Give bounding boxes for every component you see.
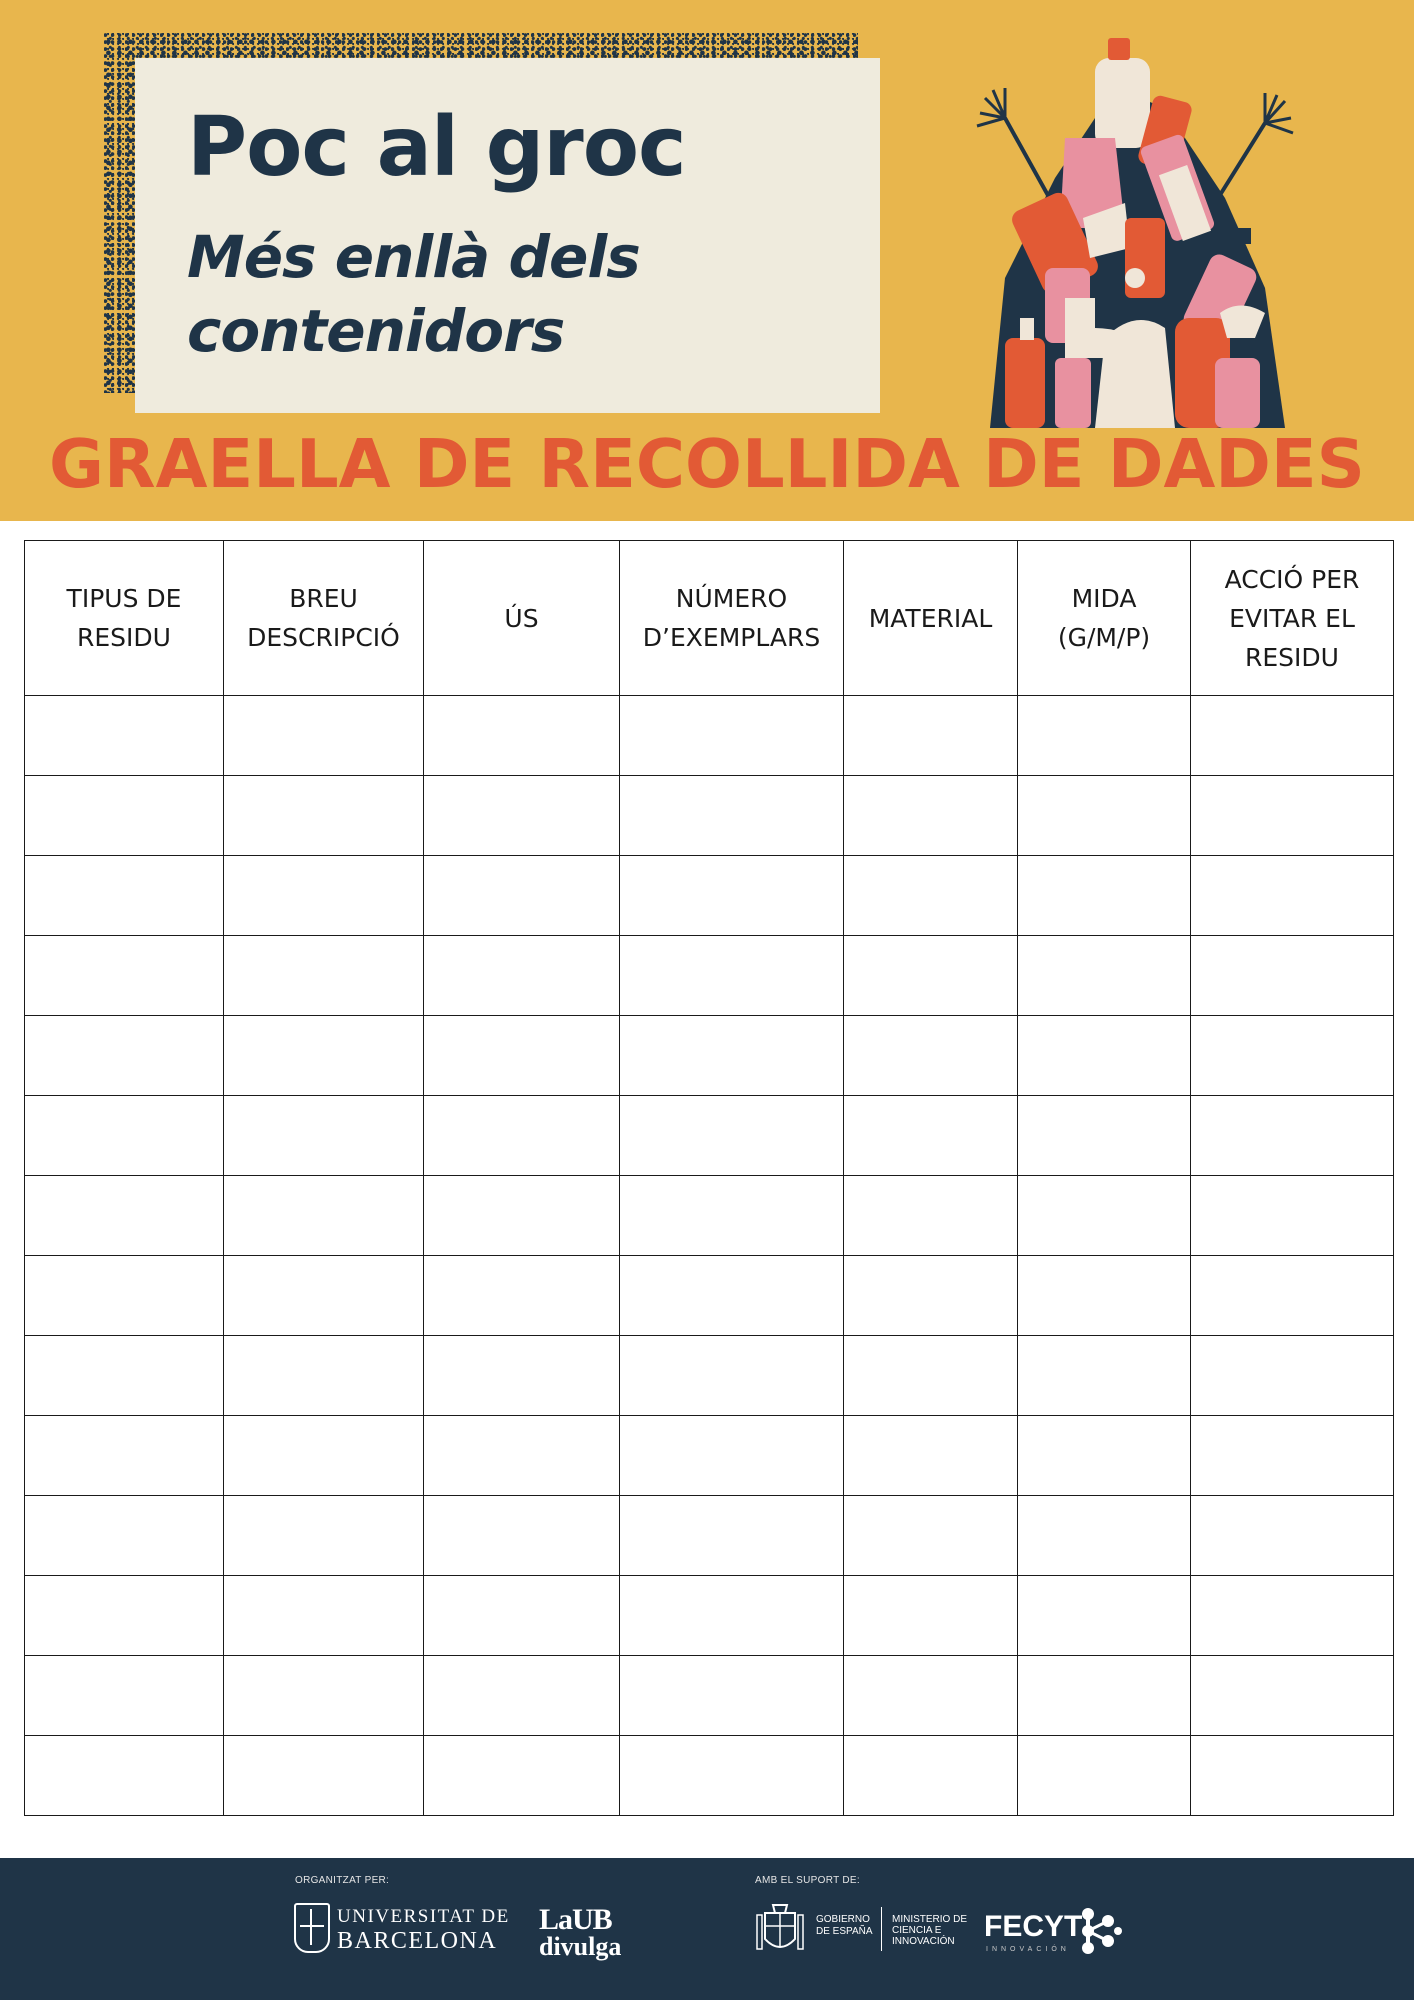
table-cell[interactable]	[1191, 1576, 1394, 1656]
table-cell[interactable]	[424, 936, 620, 1016]
table-cell[interactable]	[25, 1096, 224, 1176]
table-row	[25, 1416, 1394, 1496]
fecyt-logo-sub: INNOVACIÓN	[986, 1946, 1070, 1953]
table-cell[interactable]	[1191, 1096, 1394, 1176]
table-cell[interactable]	[224, 936, 424, 1016]
table-cell[interactable]	[224, 776, 424, 856]
ub-crest-icon	[294, 1903, 330, 1953]
table-cell[interactable]	[844, 1016, 1018, 1096]
table-row	[25, 1176, 1394, 1256]
table-row	[25, 1736, 1394, 1816]
gobierno-logo: GOBIERNO DE ESPAÑA	[816, 1914, 873, 1937]
table-cell[interactable]	[1018, 1256, 1191, 1336]
table-cell[interactable]	[844, 1416, 1018, 1496]
table-cell[interactable]	[1191, 936, 1394, 1016]
table-cell[interactable]	[1191, 1176, 1394, 1256]
table-cell[interactable]	[424, 1256, 620, 1336]
page-subtitle: Més enllà dels contenidors	[187, 223, 640, 365]
table-cell[interactable]	[1018, 1576, 1191, 1656]
table-cell[interactable]	[25, 1736, 224, 1816]
table-cell[interactable]	[844, 1496, 1018, 1576]
table-cell[interactable]	[844, 1176, 1018, 1256]
table-cell[interactable]	[620, 696, 844, 776]
table-row	[25, 1576, 1394, 1656]
table-cell[interactable]	[1018, 936, 1191, 1016]
table-row	[25, 1016, 1394, 1096]
table-row	[25, 696, 1394, 776]
table-cell[interactable]	[844, 1256, 1018, 1336]
laub-logo-line1: LaUB	[539, 1903, 612, 1936]
table-cell[interactable]	[224, 1016, 424, 1096]
table-cell[interactable]	[1018, 1736, 1191, 1816]
table-cell[interactable]	[424, 856, 620, 936]
table-cell[interactable]	[424, 1096, 620, 1176]
table-cell[interactable]	[424, 1336, 620, 1416]
support-label: AMB EL SUPORT DE:	[755, 1875, 860, 1886]
column-header-use: ÚS	[424, 541, 620, 696]
table-row	[25, 1496, 1394, 1576]
table-cell[interactable]	[1191, 1416, 1394, 1496]
table-cell[interactable]	[620, 1496, 844, 1576]
table-cell[interactable]	[1191, 856, 1394, 936]
table-cell[interactable]	[25, 1256, 224, 1336]
table-cell[interactable]	[620, 856, 844, 936]
table-cell[interactable]	[1018, 696, 1191, 776]
table-cell[interactable]	[844, 1336, 1018, 1416]
table-cell[interactable]	[424, 1576, 620, 1656]
table-cell[interactable]	[1018, 776, 1191, 856]
table-cell[interactable]	[620, 936, 844, 1016]
table-row	[25, 1336, 1394, 1416]
table-cell[interactable]	[224, 1576, 424, 1656]
table-cell[interactable]	[424, 1496, 620, 1576]
table-cell[interactable]	[25, 856, 224, 936]
title-box	[135, 58, 880, 413]
table-cell[interactable]	[844, 1656, 1018, 1736]
table-cell[interactable]	[224, 1336, 424, 1416]
table-cell[interactable]	[224, 1256, 424, 1336]
table-cell[interactable]	[620, 1736, 844, 1816]
logo-divider	[881, 1907, 882, 1951]
table-cell[interactable]	[424, 696, 620, 776]
table-cell[interactable]	[1191, 776, 1394, 856]
footer	[0, 1858, 1414, 2000]
table-cell[interactable]	[25, 936, 224, 1016]
table-header-row	[25, 541, 1394, 696]
table-cell[interactable]	[25, 776, 224, 856]
table-cell[interactable]	[1191, 1496, 1394, 1576]
table-cell[interactable]	[844, 1096, 1018, 1176]
table-cell[interactable]	[844, 776, 1018, 856]
table-cell[interactable]	[224, 856, 424, 936]
table-cell[interactable]	[224, 1176, 424, 1256]
table-cell[interactable]	[620, 1096, 844, 1176]
waste-pile-illustration	[965, 28, 1310, 428]
table-cell[interactable]	[844, 936, 1018, 1016]
table-cell[interactable]	[844, 696, 1018, 776]
table-row	[25, 936, 1394, 1016]
table-cell[interactable]	[1018, 1336, 1191, 1416]
table-cell[interactable]	[424, 1176, 620, 1256]
table-cell[interactable]	[1018, 1416, 1191, 1496]
table-cell[interactable]	[25, 1176, 224, 1256]
table-cell[interactable]	[25, 1336, 224, 1416]
table-cell[interactable]	[1191, 1256, 1394, 1336]
table-cell[interactable]	[424, 1416, 620, 1496]
table-cell[interactable]	[224, 1656, 424, 1736]
column-header-count: NÚMERO D’EXEMPLARS	[620, 541, 844, 696]
table-cell[interactable]	[1191, 1336, 1394, 1416]
table-cell[interactable]	[620, 1576, 844, 1656]
table-cell[interactable]	[224, 1496, 424, 1576]
table-cell[interactable]	[620, 1416, 844, 1496]
table-cell[interactable]	[25, 1416, 224, 1496]
table-cell[interactable]	[25, 1016, 224, 1096]
table-row	[25, 1256, 1394, 1336]
table-cell[interactable]	[424, 776, 620, 856]
table-cell[interactable]	[424, 1016, 620, 1096]
table-cell[interactable]	[224, 696, 424, 776]
table-cell[interactable]	[25, 696, 224, 776]
table-cell[interactable]	[1191, 1016, 1394, 1096]
table-cell[interactable]	[1018, 1096, 1191, 1176]
table-cell[interactable]	[25, 1496, 224, 1576]
table-row	[25, 856, 1394, 936]
ministerio-logo: MINISTERIO DE CIENCIA E INNOVACIÓN	[892, 1914, 968, 1947]
fecyt-molecule-icon	[1078, 1906, 1124, 1956]
table-row	[25, 1096, 1394, 1176]
spanish-shield-icon	[755, 1901, 805, 1957]
table-cell[interactable]	[424, 1736, 620, 1816]
table-cell[interactable]	[424, 1656, 620, 1736]
table-cell[interactable]	[620, 1176, 844, 1256]
table-cell[interactable]	[620, 1256, 844, 1336]
table-cell[interactable]	[1191, 1656, 1394, 1736]
table-cell[interactable]	[844, 856, 1018, 936]
table-cell[interactable]	[224, 1736, 424, 1816]
organized-by-label: ORGANITZAT PER:	[295, 1875, 390, 1886]
column-header-size: MIDA (G/M/P)	[1018, 541, 1191, 696]
data-collection-table	[24, 540, 1394, 1816]
table-cell[interactable]	[25, 1656, 224, 1736]
table-cell[interactable]	[1191, 1736, 1394, 1816]
ub-logo-line2: BARCELONA	[337, 1928, 498, 1954]
table-cell[interactable]	[224, 1416, 424, 1496]
table-row	[25, 776, 1394, 856]
table-cell[interactable]	[1191, 696, 1394, 776]
table-cell[interactable]	[224, 1096, 424, 1176]
table-cell[interactable]	[1018, 1176, 1191, 1256]
column-header-description: BREU DESCRIPCIÓ	[224, 541, 424, 696]
table-cell[interactable]	[620, 1656, 844, 1736]
table-cell[interactable]	[844, 1736, 1018, 1816]
table-cell[interactable]	[1018, 1496, 1191, 1576]
page-title: Poc al groc	[187, 100, 686, 195]
table-cell[interactable]	[620, 776, 844, 856]
ub-logo-line1: UNIVERSITAT DE	[337, 1906, 510, 1927]
column-header-waste-type: TIPUS DE RESIDU	[25, 541, 224, 696]
table-row	[25, 1656, 1394, 1736]
column-header-action: ACCIÓ PER EVITAR EL RESIDU	[1191, 541, 1394, 696]
table-cell[interactable]	[620, 1016, 844, 1096]
table-cell[interactable]	[25, 1576, 224, 1656]
column-header-material: MATERIAL	[844, 541, 1018, 696]
fecyt-logo: FECYT	[984, 1910, 1083, 1943]
grid-title: GRAELLA DE RECOLLIDA DE DADES	[49, 425, 1365, 503]
table-cell[interactable]	[1018, 1016, 1191, 1096]
table-cell[interactable]	[1018, 856, 1191, 936]
table-cell[interactable]	[844, 1576, 1018, 1656]
laub-logo-line2: divulga	[539, 1932, 622, 1961]
header-banner	[0, 0, 1414, 521]
table-cell[interactable]	[620, 1336, 844, 1416]
table-cell[interactable]	[1018, 1656, 1191, 1736]
